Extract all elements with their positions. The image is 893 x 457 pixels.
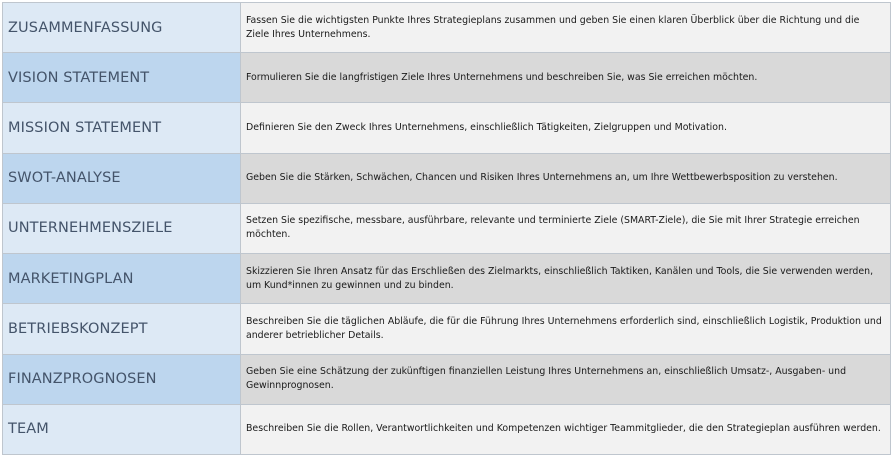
row-description: Beschreiben Sie die Rollen, Verantwortlichkeiten und Kompetenzen wichtiger Teammitglieder, die den Strategieplan ausführen werden. xyxy=(241,405,891,455)
table-row xyxy=(3,355,891,405)
table-row xyxy=(3,103,891,153)
table-row xyxy=(3,405,891,455)
strategy-plan-table xyxy=(2,2,891,455)
row-heading: ZUSAMMENFASSUNG xyxy=(3,3,241,53)
row-heading: MARKETINGPLAN xyxy=(3,254,241,304)
row-heading: BETRIEBSKONZEPT xyxy=(3,304,241,354)
row-description: Definieren Sie den Zweck Ihres Unternehmens, einschließlich Tätigkeiten, Zielgruppen und Motivation. xyxy=(241,103,891,153)
row-heading: MISSION STATEMENT xyxy=(3,103,241,153)
table-row xyxy=(3,304,891,354)
table-row xyxy=(3,254,891,304)
row-description: Beschreiben Sie die täglichen Abläufe, die für die Führung Ihres Unternehmens erforderlich sind, einschließlich Logistik, Produktion und anderer betrieblicher Details. xyxy=(241,304,891,354)
table-row xyxy=(3,204,891,254)
table-row xyxy=(3,53,891,103)
row-heading: FINANZPROGNOSEN xyxy=(3,355,241,405)
row-description: Fassen Sie die wichtigsten Punkte Ihres Strategieplans zusammen und geben Sie einen klaren Überblick über die Richtung und die Ziele Ihres Unternehmens. xyxy=(241,3,891,53)
table-row xyxy=(3,3,891,53)
row-heading: VISION STATEMENT xyxy=(3,53,241,103)
row-description: Geben Sie die Stärken, Schwächen, Chancen und Risiken Ihres Unternehmens an, um Ihre Wettbewerbsposition zu verstehen. xyxy=(241,154,891,204)
table-row xyxy=(3,154,891,204)
row-description: Skizzieren Sie Ihren Ansatz für das Erschließen des Zielmarkts, einschließlich Taktiken, Kanälen und Tools, die Sie verwenden werden, um Kund*innen zu gewinnen und zu binden. xyxy=(241,254,891,304)
row-heading: TEAM xyxy=(3,405,241,455)
row-description: Setzen Sie spezifische, messbare, ausführbare, relevante und terminierte Ziele (SMART-Ziele), die Sie mit Ihrer Strategie erreichen möchten. xyxy=(241,204,891,254)
row-description: Geben Sie eine Schätzung der zukünftigen finanziellen Leistung Ihres Unternehmens an, einschließlich Umsatz-, Ausgaben- und Gewinnprognosen. xyxy=(241,355,891,405)
row-heading: UNTERNEHMENSZIELE xyxy=(3,204,241,254)
row-heading: SWOT-ANALYSE xyxy=(3,154,241,204)
row-description: Formulieren Sie die langfristigen Ziele Ihres Unternehmens und beschreiben Sie, was Sie erreichen möchten. xyxy=(241,53,891,103)
